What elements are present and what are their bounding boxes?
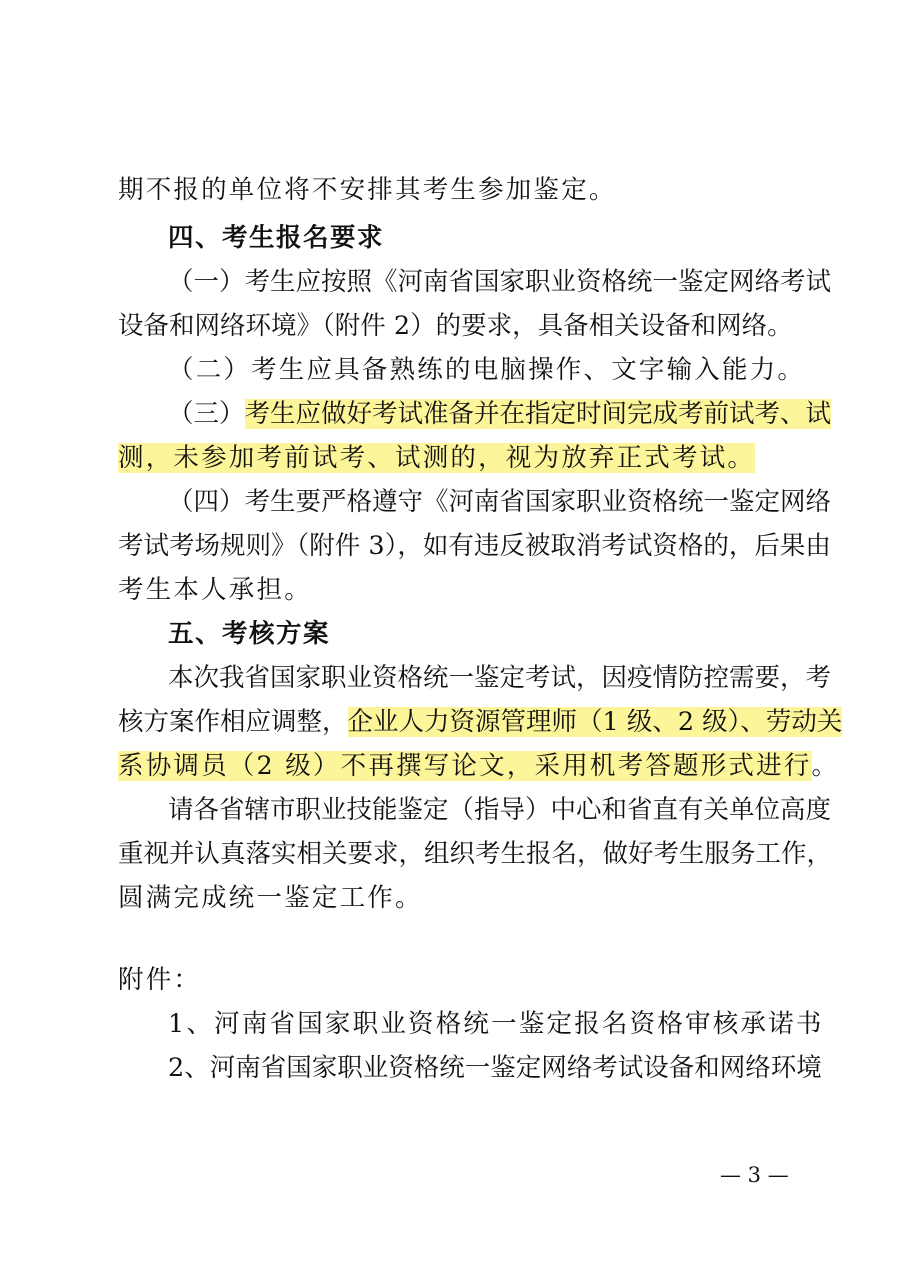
continuation-line: 期不报的单位将不安排其考生参加鉴定。: [118, 175, 617, 205]
attachment-2: 2、河南省国家职业资格统一鉴定网络考试设备和网络环境: [168, 1053, 822, 1083]
section-4-heading: 四、考生报名要求: [168, 223, 385, 253]
plan-line-3: [118, 746, 840, 786]
plan-line-1: 本次我省国家职业资格统一鉴定考试，因疫情防控需要，考: [168, 663, 832, 693]
plan-line-2: [118, 702, 843, 742]
item-4-4-line-3: 考生本人承担。: [118, 575, 312, 605]
highlighted-text: 考生应做好考试准备并在指定时间完成考前试考、试: [244, 399, 832, 429]
attachment-1: 1、河南省国家职业资格统一鉴定报名资格审核承诺书: [168, 1009, 824, 1039]
attachments-label: 附件：: [118, 965, 202, 995]
item-4-4-line-2: 考试考场规则》（附件 3），如有违反被取消考试资格的，后果由: [118, 531, 831, 561]
item-4-3-prefix: （三）: [168, 399, 245, 429]
item-4-2: （二）考生应具备熟练的电脑操作、文字输入能力。: [168, 355, 806, 385]
item-4-3-line-2: [118, 438, 788, 478]
highlighted-text: 企业人力资源管理师（1 级、2 级）、劳动关: [347, 707, 843, 737]
highlighted-text: 测，未参加考前试考、试测的，视为放弃正式考试。: [118, 443, 756, 473]
highlighted-text: 系协调员（2 级）不再撰写论文，采用机考答题形式进行: [118, 751, 812, 781]
closing-line-2: 重视并认真落实相关要求，组织考生报名，做好考生服务工作，: [118, 839, 833, 869]
plan-line-2-prefix: 核方案作相应调整，: [118, 707, 348, 737]
plan-line-3-suffix: 。: [811, 751, 840, 781]
section-5-heading: 五、考核方案: [168, 619, 331, 649]
item-4-3-line-1: [168, 394, 832, 434]
item-4-1-line-1: （一）考生应按照《河南省国家职业资格统一鉴定网络考试: [168, 267, 832, 297]
closing-line-3: 圆满完成统一鉴定工作。: [118, 883, 423, 913]
item-4-1-line-2: 设备和网络环境》（附件 2）的要求，具备相关设备和网络。: [118, 311, 793, 341]
closing-line-1: 请各省辖市职业技能鉴定（指导）中心和省直有关单位高度: [168, 795, 832, 825]
item-4-4-line-1: （四）考生要严格遵守《河南省国家职业资格统一鉴定网络: [168, 487, 832, 517]
page-number: — 3 —: [720, 1163, 789, 1187]
